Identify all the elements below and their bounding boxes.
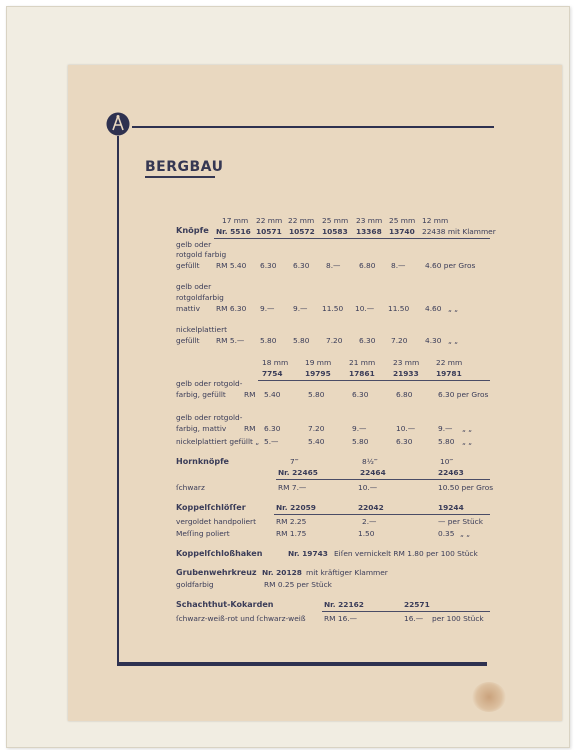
article-number: 13740 [389, 227, 415, 236]
price-unit: per 100 Stück [432, 614, 484, 623]
title-underline [145, 176, 215, 178]
row-desc: nickelplattiert gefüllt „ [176, 437, 260, 446]
row-desc: gelb oder [176, 282, 212, 291]
price: 6.30 per Gros [438, 390, 489, 399]
row-desc: nickelplattiert [176, 325, 228, 334]
article-number: 19781 [436, 369, 462, 378]
size-label: 18 mm [262, 358, 289, 367]
price: 10.50 per Gros [438, 483, 494, 492]
row-desc: gelb oder rotgold- [176, 379, 243, 388]
price: 1.50 [358, 529, 375, 538]
price: — per Stück [438, 517, 483, 526]
article-number: 7754 [262, 369, 283, 378]
section-label-hornknoepfe: Hornknöpfe [176, 457, 229, 466]
article-number: 22042 [358, 503, 384, 512]
price-rm: RM 5.40 [216, 261, 247, 270]
price: 5.80 [293, 336, 310, 345]
price-rm: RM 5.— [216, 336, 245, 345]
size-label: 17 mm [222, 216, 249, 225]
size-label: 23 mm [393, 358, 420, 367]
row-desc: rotgold farbig [176, 250, 227, 259]
header-underline [214, 238, 490, 239]
size-label: 22 mm [256, 216, 283, 225]
price: 9.— [260, 304, 275, 313]
row-desc: gefüllt [176, 261, 200, 270]
size-label: 21 mm [349, 358, 376, 367]
size-label: 10‴ [440, 457, 454, 466]
price: 9.— [293, 304, 308, 313]
paper-stain [472, 682, 506, 712]
price: RM 0.25 per Stück [264, 580, 332, 589]
price: 10.— [355, 304, 375, 313]
article-number: 10572 [289, 227, 315, 236]
ditto-mark: „ „ [448, 304, 459, 313]
price: 9.— [438, 424, 453, 433]
compass-logo-icon [106, 112, 130, 136]
row-desc: Eiſen vernickelt RM 1.80 per 100 Stück [334, 549, 478, 558]
article-number: Nr. 22465 [278, 468, 318, 477]
article-number: 10571 [256, 227, 282, 236]
footer-rule [117, 662, 487, 666]
price: 6.30 [352, 390, 369, 399]
price-rm: RM 6.30 [216, 304, 247, 313]
article-number: 19244 [438, 503, 464, 512]
ditto-mark: „ „ [448, 336, 459, 345]
row-desc: gelb oder rotgold- [176, 413, 243, 422]
price: 5.80 [438, 437, 455, 446]
header-underline [258, 380, 490, 381]
article-number: Nr. 22162 [324, 600, 364, 609]
price-rm: RM [244, 390, 256, 399]
size-label: 22 mm [436, 358, 463, 367]
ditto-mark: „ „ [462, 424, 473, 433]
row-note: mit kräftiger Klammer [306, 568, 388, 577]
section-label-koppelschloesser: Koppelſchlöſſer [176, 503, 246, 512]
article-number: Nr. 22059 [276, 503, 316, 512]
price: RM 2.25 [276, 517, 307, 526]
price: 6.30 [264, 424, 281, 433]
article-number: 13368 [356, 227, 382, 236]
article-number: 21933 [393, 369, 419, 378]
price: 16.— [404, 614, 424, 623]
size-label: 19 mm [305, 358, 332, 367]
price: 7.20 [326, 336, 343, 345]
ditto-mark: „ „ [460, 529, 471, 538]
price: 5.80 [308, 390, 325, 399]
price-rm: RM [244, 424, 256, 433]
price: 6.30 [293, 261, 310, 270]
price: 5.80 [352, 437, 369, 446]
price: 2.— [362, 517, 377, 526]
price: 6.80 [359, 261, 376, 270]
article-number: Nr. 20128 [262, 568, 302, 577]
article-number: 10583 [322, 227, 348, 236]
row-desc: goldfarbig [176, 580, 214, 589]
price: RM 7.— [278, 483, 307, 492]
size-label: 25 mm [322, 216, 349, 225]
price: 4.60 [425, 304, 442, 313]
price: 7.20 [308, 424, 325, 433]
price: 5.— [264, 437, 279, 446]
price: 5.40 [308, 437, 325, 446]
row-desc: farbig, mattiv [176, 424, 227, 433]
header-underline [274, 514, 490, 515]
price: 11.50 [388, 304, 410, 313]
row-desc: gelb oder [176, 240, 212, 249]
price: RM 16.— [324, 614, 358, 623]
size-label: 22 mm [288, 216, 315, 225]
article-number: 22464 [360, 468, 386, 477]
size-label: 23 mm [356, 216, 383, 225]
price: 8.— [326, 261, 341, 270]
price: 11.50 [322, 304, 344, 313]
price: 6.80 [396, 390, 413, 399]
row-desc: farbig, gefüllt [176, 390, 226, 399]
size-label: 8½‴ [362, 457, 378, 466]
article-number: Nr. 5516 [216, 227, 251, 236]
row-desc: mattiv [176, 304, 200, 313]
price: 10.— [358, 483, 378, 492]
price: 0.35 [438, 529, 455, 538]
section-label-grubenwehrkreuz: Grubenwehrkreuz [176, 568, 257, 577]
price: 6.30 [396, 437, 413, 446]
row-desc: ſchwarz-weiß-rot und ſchwarz-weiß [176, 614, 306, 623]
size-label: 25 mm [389, 216, 416, 225]
header-rule [132, 126, 494, 128]
header-underline [322, 611, 490, 612]
price: RM 1.75 [276, 529, 307, 538]
size-label: 7‴ [290, 457, 299, 466]
left-rule [117, 136, 119, 664]
row-desc: rotgoldfarbig [176, 293, 224, 302]
article-number: Nr. 19743 [288, 549, 328, 558]
price: 6.30 [260, 261, 277, 270]
row-desc: ſchwarz [176, 483, 205, 492]
section-label-knoepfe: Knöpfe [176, 225, 209, 235]
article-number: 22463 [438, 468, 464, 477]
row-desc: gefüllt [176, 336, 200, 345]
price: 10.— [396, 424, 416, 433]
section-label-schachthut: Schachthut-Kokarden [176, 600, 274, 609]
price: 6.30 [359, 336, 376, 345]
page-title: BERGBAU [145, 159, 224, 175]
ditto-mark: „ „ [462, 437, 473, 446]
article-number: 17861 [349, 369, 375, 378]
price: 4.60 per Gros [425, 261, 476, 270]
price: 8.— [391, 261, 406, 270]
price: 5.80 [260, 336, 277, 345]
price: 4.30 [425, 336, 442, 345]
price: 9.— [352, 424, 367, 433]
section-label-koppelschlosshaken: Koppelſchloßhaken [176, 549, 263, 558]
article-number: 22438 mit Klammer [422, 227, 496, 236]
header-underline [276, 479, 490, 480]
row-desc: Meſſing poliert [176, 529, 230, 538]
size-label: 12 mm [422, 216, 449, 225]
price: 7.20 [391, 336, 408, 345]
price: 5.40 [264, 390, 281, 399]
article-number: 22571 [404, 600, 430, 609]
article-number: 19795 [305, 369, 331, 378]
row-desc: vergoldet handpoliert [176, 517, 256, 526]
